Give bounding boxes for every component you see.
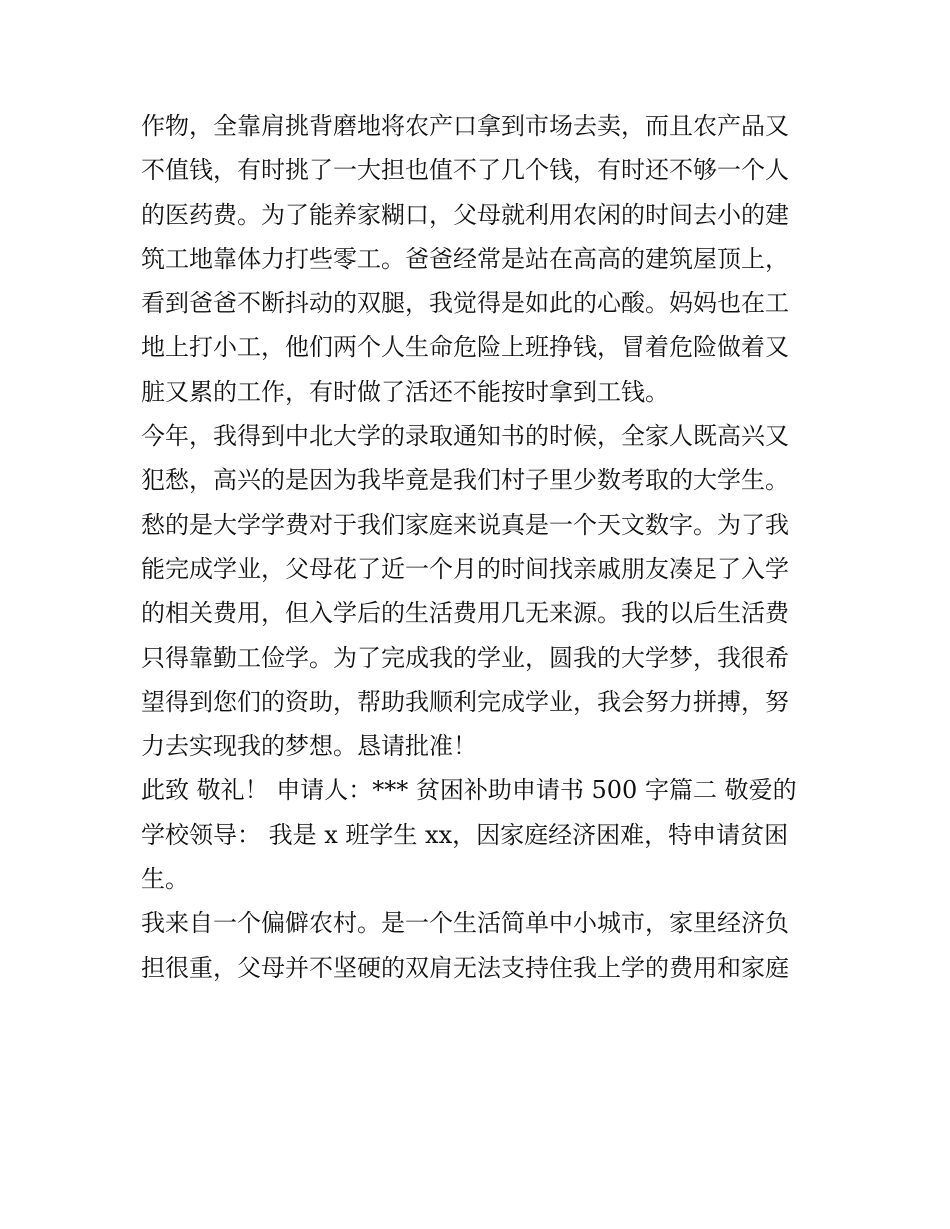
text-line: 今年，我得到中北大学的录取通知书的时候，全家人既高兴又	[141, 422, 789, 451]
document-body	[141, 104, 821, 990]
text-line: 地上打小工，他们两个人生命危险上班挣钱，冒着危险做着又	[141, 333, 789, 362]
text-line: 只得靠勤工俭学。为了完成我的学业，圆我的大学梦，我很希	[141, 643, 789, 672]
text-line: 力去实现我的梦想。恳请批准！	[141, 732, 477, 761]
text-line: 愁的是大学学费对于我们家庭来说真是一个天文数字。为了我	[141, 510, 789, 539]
text-line: 脏又累的工作，有时做了活还不能按时拿到工钱。	[141, 377, 669, 406]
text-line: 生。	[141, 865, 189, 894]
text-line: 能完成学业，父母花了近一个月的时间找亲戚朋友凑足了入学	[141, 554, 789, 583]
text-line: 我来自一个偏僻农村。是一个生活简单中小城市，家里经济负	[141, 909, 789, 938]
text-line: 望得到您们的资助，帮助我顺利完成学业，我会努力拼搏，努	[141, 687, 789, 716]
text-line: 不值钱，有时挑了一大担也值不了几个钱，有时还不够一个人	[141, 156, 789, 185]
text-line: 此致 敬礼！ 申请人：*** 贫困补助申请书 500 字篇二 敬爱的	[141, 776, 797, 805]
text-line: 犯愁，高兴的是因为我毕竟是我们村子里少数考取的大学生。	[141, 466, 789, 495]
text-line: 担很重，父母并不坚硬的双肩无法支持住我上学的费用和家庭	[141, 953, 789, 982]
text-line: 筑工地靠体力打些零工。爸爸经常是站在高高的建筑屋顶上，	[141, 244, 789, 273]
text-line: 的相关费用，但入学后的生活费用几无来源。我的以后生活费	[141, 599, 789, 628]
text-line: 作物，全靠肩挑背磨地将农产口拿到市场去卖，而且农产品又	[141, 112, 789, 140]
text-line: 看到爸爸不断抖动的双腿，我觉得是如此的心酸。妈妈也在工	[141, 289, 789, 318]
text-line: 学校领导： 我是 x 班学生 xx，因家庭经济困难，特申请贫困	[141, 820, 789, 849]
text-line: 的医药费。为了能养家糊口，父母就利用农闲的时间去小的建	[141, 200, 789, 229]
